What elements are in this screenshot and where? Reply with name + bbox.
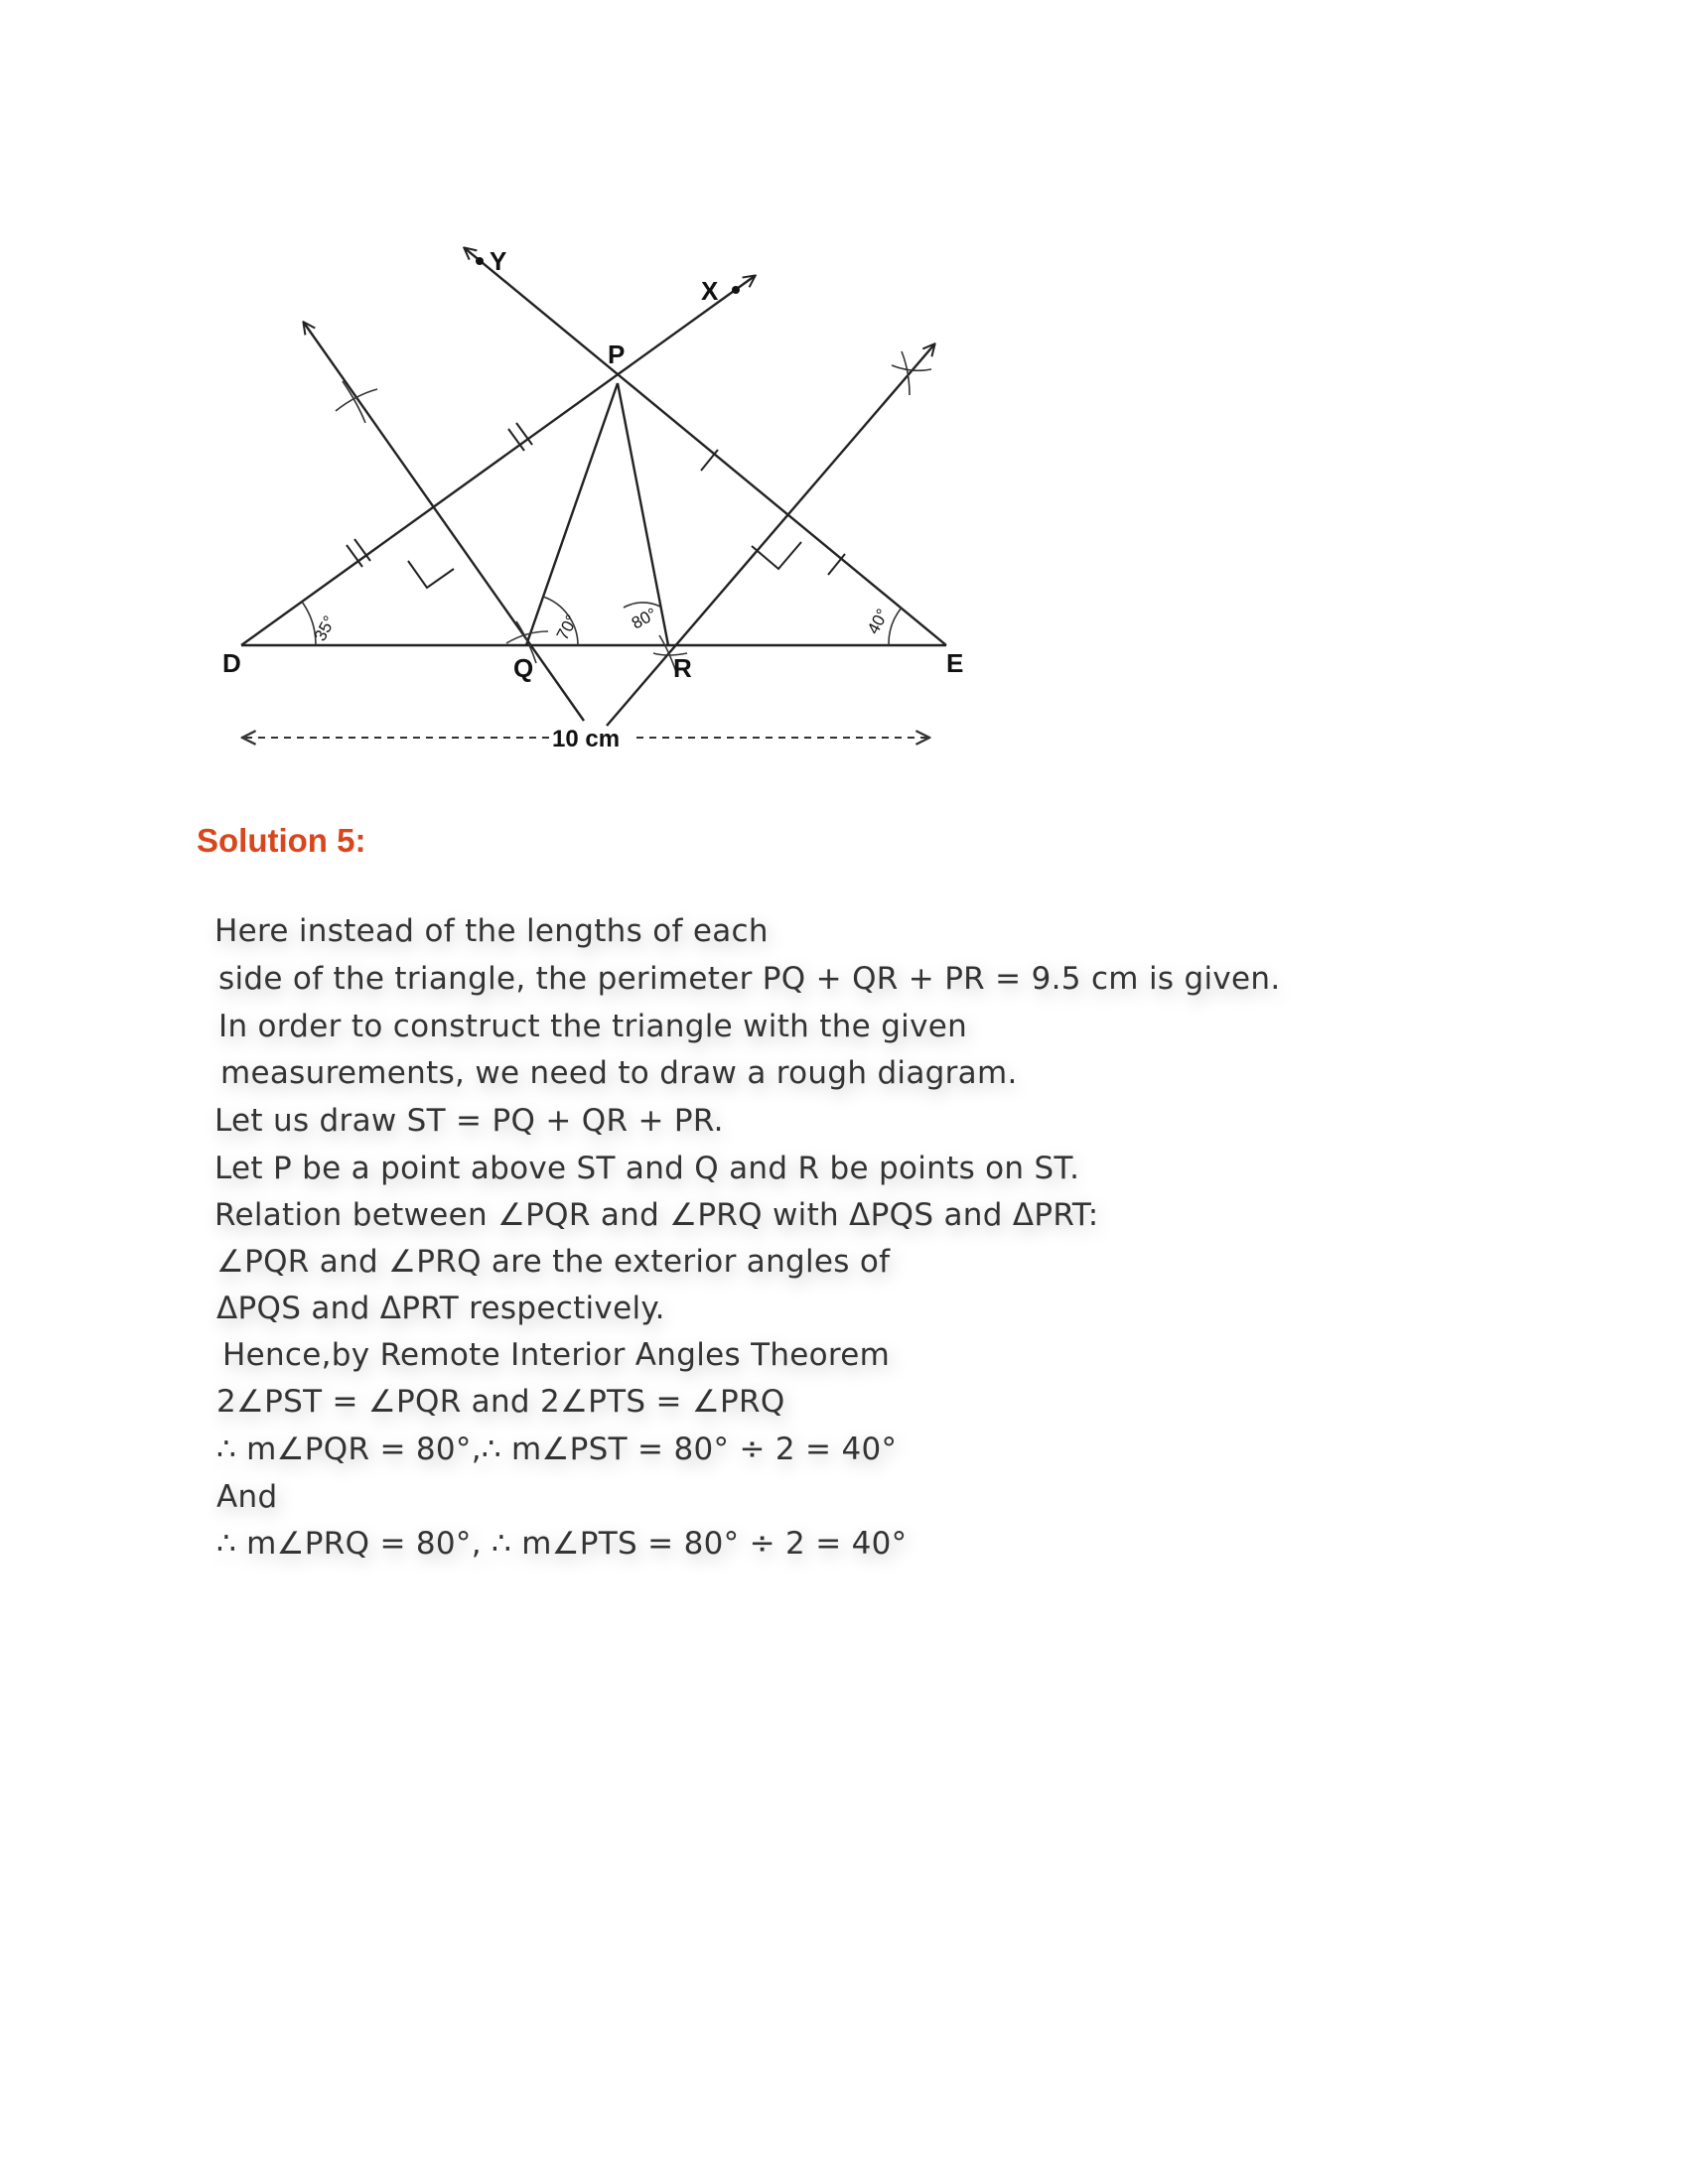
solution-heading: Solution 5: xyxy=(197,822,366,859)
ray-DX xyxy=(241,276,755,645)
ray-EY xyxy=(465,248,946,645)
tick-marks-DM xyxy=(347,539,370,567)
angle-arc-D xyxy=(302,602,316,645)
solution-line: ∴ m∠PRQ = 80°, ∴ m∠PTS = 80° ÷ 2 = 40° xyxy=(216,1526,908,1562)
dimension-label: 10 cm xyxy=(552,726,621,752)
solution-line: ΔPQS and ΔPRT respectively. xyxy=(216,1291,665,1326)
bisector-DP xyxy=(304,323,584,721)
solution-line: Let us draw ST = PQ + QR + PR. xyxy=(214,1103,724,1139)
solution-line: Let P be a point above ST and Q and R be points on ST. xyxy=(214,1151,1080,1186)
solution-line: ∠PQR and ∠PRQ are the exterior angles of xyxy=(216,1244,891,1280)
solution-line: Hence,by Remote Interior Angles Theorem xyxy=(222,1337,891,1373)
label-D: D xyxy=(222,648,241,678)
tick-mark-NE xyxy=(828,554,845,575)
solution-line: In order to construct the triangle with the given xyxy=(218,1009,968,1044)
angle-label-R: 80° xyxy=(628,604,660,633)
tick-marks-MP xyxy=(508,423,532,451)
solution-line: And xyxy=(216,1479,278,1515)
angle-label-D: 35° xyxy=(310,613,340,644)
label-Y: Y xyxy=(490,246,507,276)
solution-text-image xyxy=(199,901,1340,1596)
solution-line: Here instead of the lengths of each xyxy=(214,913,769,949)
right-angle-mark-PE xyxy=(752,542,801,569)
point-X-dot xyxy=(732,286,740,294)
label-R: R xyxy=(673,653,692,683)
angle-arc-R xyxy=(624,603,660,608)
label-X: X xyxy=(701,276,719,306)
solution-line: side of the triangle, the perimeter PQ + QR + PR = 9.5 cm is given. xyxy=(218,961,1281,997)
bisector-PE xyxy=(607,344,934,726)
solution-line: measurements, we need to draw a rough diagram. xyxy=(220,1055,1018,1091)
solution-line: 2∠PST = ∠PQR and 2∠PTS = ∠PRQ xyxy=(216,1384,785,1420)
segment-PQ xyxy=(526,383,618,645)
construction-diagram xyxy=(0,0,1688,794)
right-angle-mark-DP xyxy=(408,561,454,588)
label-Q: Q xyxy=(513,653,534,683)
point-Y-dot xyxy=(476,257,484,265)
angle-label-Q: 70° xyxy=(552,612,582,643)
tick-mark-PN xyxy=(701,450,718,471)
label-P: P xyxy=(608,340,626,369)
label-E: E xyxy=(946,648,964,678)
solution-line: ∴ m∠PQR = 80°,∴ m∠PST = 80° ÷ 2 = 40° xyxy=(216,1432,898,1467)
angle-arc-E xyxy=(889,608,902,645)
solution-line: Relation between ∠PQR and ∠PRQ with ΔPQS and ΔPRT: xyxy=(214,1197,1099,1233)
bisector-PE-arcs xyxy=(653,351,931,675)
angle-label-E: 40° xyxy=(863,606,893,637)
